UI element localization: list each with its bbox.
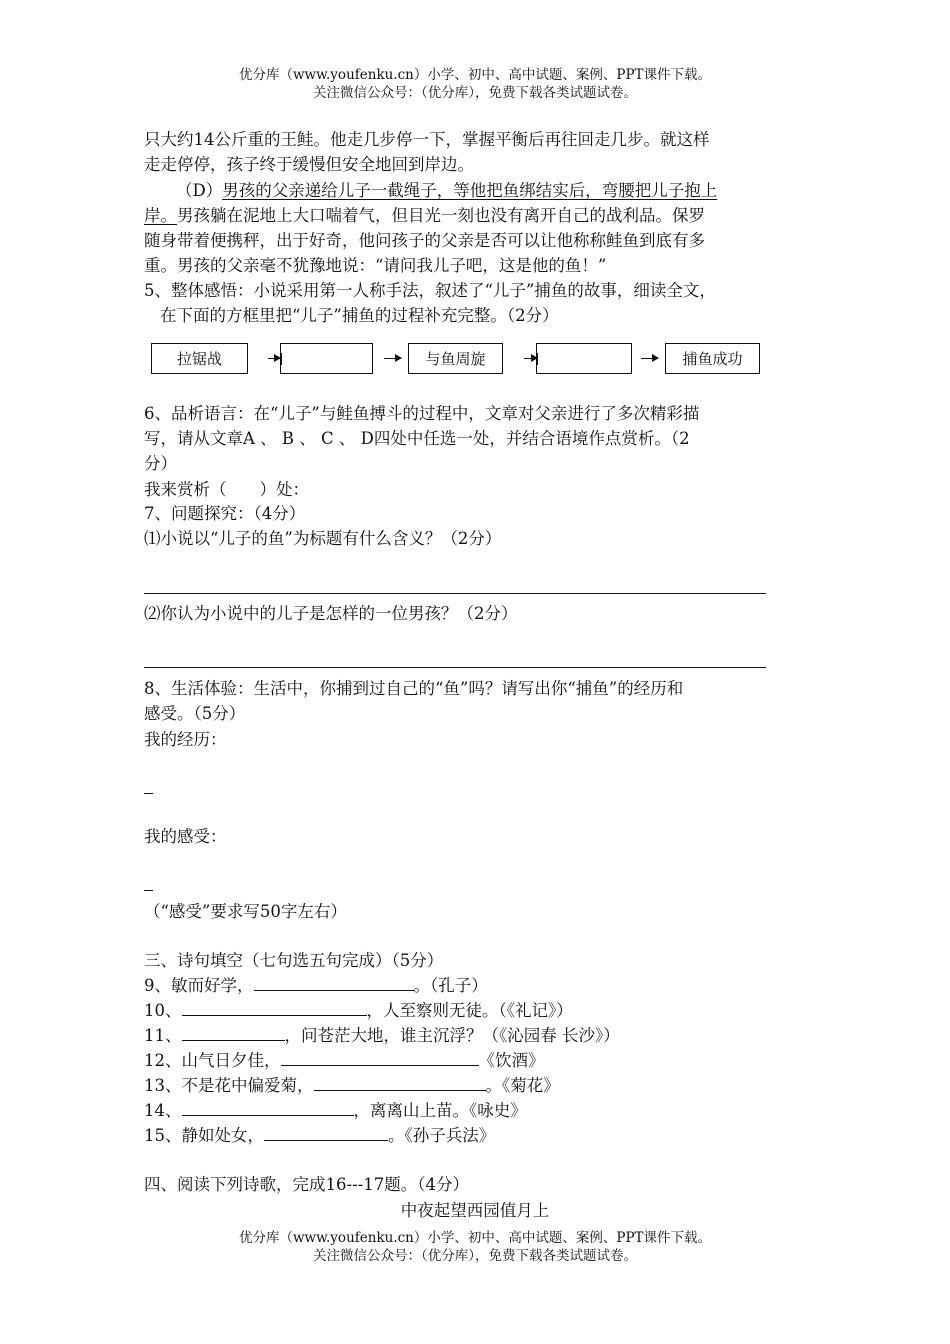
q13-text: 13、不是花中偏爱菊， xyxy=(144,1076,314,1095)
flow-box-5: 捕鱼成功 xyxy=(665,343,760,374)
q11-blank[interactable] xyxy=(182,1025,285,1041)
flow-box-3: 与鱼周旋 xyxy=(408,343,503,374)
q8-prompt: 感受。（5分） xyxy=(144,704,246,723)
q13-source: 。《菊花》 xyxy=(485,1076,560,1095)
passage-line: 走走停停，孩子终于缓慢但安全地回到岸边。 xyxy=(144,155,474,174)
flow-arrow xyxy=(268,358,280,359)
q7-part2: ⑵你认为小说中的儿子是怎样的一位男孩？（2分） xyxy=(144,604,518,623)
q6-answer-label: 我来赏析（ ）处： xyxy=(144,480,309,499)
q11 xyxy=(144,1022,620,1046)
q6-prompt: 写，请从文章A 、 B 、 C 、 D四处中任选一处，并结合语境作点赏析。（2 xyxy=(144,429,690,448)
q13 xyxy=(144,1072,560,1096)
passage-line: 重。男孩的父亲毫不犹豫地说：“请问我儿子吧，这是他的鱼！” xyxy=(144,256,607,275)
q10-source: ，人至察则无徒。（《礼记》） xyxy=(366,1001,573,1020)
q8-prompt: 8、生活体验：生活中，你捕到过自己的“鱼”吗？请写出你“捕鱼”的经历和 xyxy=(144,679,684,698)
q5-prompt-cont: 在下面的方框里把“儿子”捕鱼的过程补充完整。（2分） xyxy=(160,306,559,325)
q15-text: 15、静如处女， xyxy=(144,1126,264,1145)
section3-title: 三、诗句填空（七句选五句完成）（5分） xyxy=(144,951,444,970)
q9-source: 。（孔子） xyxy=(413,976,488,995)
passage-line: 只大约14公斤重的王鲑。他走几步停一下，掌握平衡后再往回走几步。就这样 xyxy=(144,130,710,149)
flow-arrow xyxy=(641,358,658,359)
q11-source: ，问苍茫大地，谁主沉浮？（《沁园春 长沙》） xyxy=(284,1026,620,1045)
q14-text: 14、 xyxy=(144,1101,182,1120)
q7-title: 7、问题探究：（4分） xyxy=(144,504,306,523)
passage-line: 随身带着便携秤，出于好奇，他问孩子的父亲是否可以让他称称鲑鱼到底有多 xyxy=(144,231,705,250)
q8-feeling-label: 我的感受： xyxy=(144,827,227,846)
q12-source: 《饮酒》 xyxy=(478,1051,545,1070)
passage-line xyxy=(144,202,705,226)
page-footer xyxy=(0,1229,950,1265)
q10-blank[interactable] xyxy=(182,1000,367,1016)
q9 xyxy=(144,972,488,996)
q7-part1: ⑴小说以“儿子的鱼”为标题有什么含义？（2分） xyxy=(144,529,502,548)
q6-prompt: 6、品析语言：在“儿子”与鲑鱼搏斗的过程中，文章对父亲进行了多次精彩描 xyxy=(144,404,700,423)
q14-source: ，离离山上苗。《咏史》 xyxy=(353,1101,527,1120)
poem-title: 中夜起望西园值月上 xyxy=(400,1201,550,1220)
q12-blank[interactable] xyxy=(281,1050,479,1066)
footer-line-2: 关注微信公众号：（优分库），免费下载各类试题试卷。 xyxy=(313,1248,637,1264)
header-line-1: 优分库（www.youfenku.cn）小学、初中、高中试题、案例、PPT课件下载。 xyxy=(238,67,712,83)
passage-d-rest: 男孩躺在泥地上大口喘着气，但目光一刻也没有离开自己的战利品。保罗 xyxy=(177,206,705,225)
q9-text: 9、敏而好学， xyxy=(144,976,254,995)
passage-d-label: （D） xyxy=(176,181,223,200)
q7-answer-line-1[interactable] xyxy=(144,593,766,594)
q8-note: （“感受”要求写50字左右） xyxy=(144,902,347,921)
passage-d-underlined: 岸。 xyxy=(144,206,177,225)
flow-arrow xyxy=(384,358,401,359)
q12 xyxy=(144,1047,545,1071)
q13-blank[interactable] xyxy=(314,1075,486,1091)
q7-answer-line-2[interactable] xyxy=(144,667,766,668)
flow-box-2-blank[interactable] xyxy=(280,343,373,374)
q15 xyxy=(144,1122,495,1146)
q10 xyxy=(144,997,573,1021)
q9-blank[interactable] xyxy=(254,975,414,991)
q8-feeling-answer-line[interactable] xyxy=(144,890,153,891)
q8-experience-answer-line[interactable] xyxy=(144,793,153,794)
passage-d-underlined: 男孩的父亲递给儿子一截绳子，等他把鱼绑结实后，弯腰把儿子抱上 xyxy=(222,181,718,200)
section4-title: 四、阅读下列诗歌，完成16---17题。（4分） xyxy=(144,1175,469,1194)
q15-blank[interactable] xyxy=(264,1125,388,1141)
q14 xyxy=(144,1097,527,1121)
q12-text: 12、山气日夕佳， xyxy=(144,1051,281,1070)
q10-text: 10、 xyxy=(144,1001,182,1020)
footer-line-1: 优分库（www.youfenku.cn）小学、初中、高中试题、案例、PPT课件下载。 xyxy=(238,1230,712,1246)
q8-experience-label: 我的经历： xyxy=(144,730,227,749)
q14-blank[interactable] xyxy=(182,1100,354,1116)
q6-prompt: 分） xyxy=(144,454,177,473)
page-header xyxy=(0,66,950,102)
flow-box-1: 拉锯战 xyxy=(151,343,248,374)
passage-d-line xyxy=(176,177,717,201)
q11-text: 11、 xyxy=(144,1026,182,1045)
header-line-2: 关注微信公众号：（优分库），免费下载各类试题试卷。 xyxy=(313,85,637,101)
flow-box-4-blank[interactable] xyxy=(536,343,632,374)
q15-source: 。《孙子兵法》 xyxy=(388,1126,496,1145)
q5-prompt: 5、整体感悟：小说采用第一人称手法，叙述了“儿子”捕鱼的故事，细读全文， xyxy=(144,281,716,300)
